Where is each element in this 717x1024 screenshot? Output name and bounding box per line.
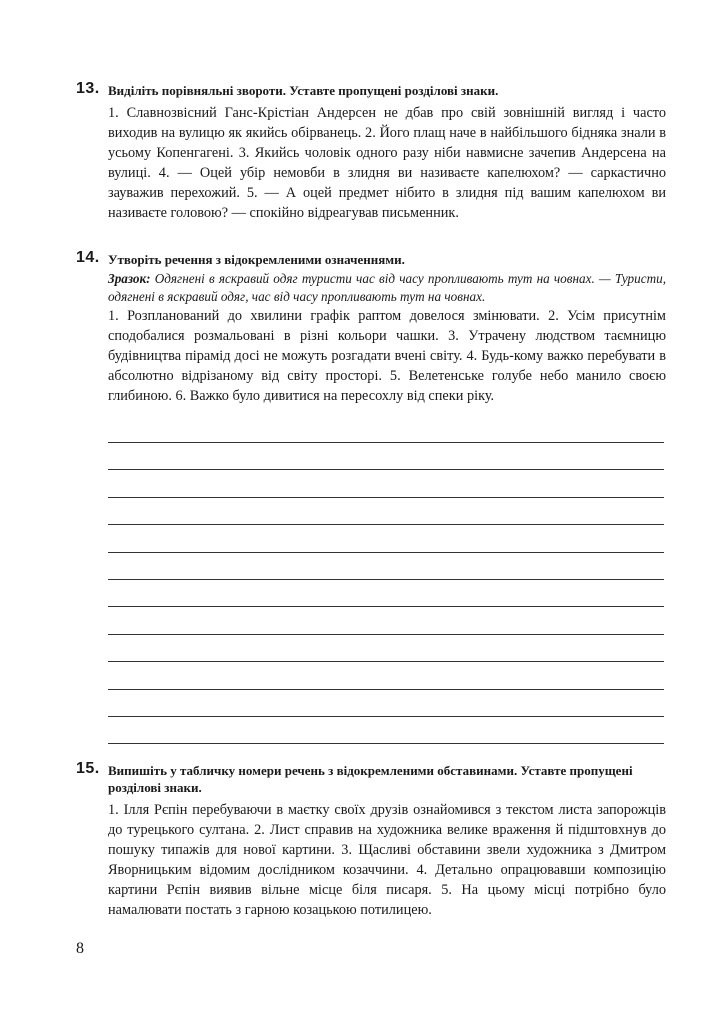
task-13 — [76, 82, 666, 223]
answer-line[interactable] — [108, 497, 664, 498]
task-15 — [76, 762, 666, 920]
example-text: Одягнені в яскравий одяг туристи час від часу пропливають тут на човнах. — Туристи, одягнені в яскравий одяг, час від часу пропливають тут на човнах. — [108, 271, 667, 304]
task-13-title: Виділіть порівняльні звороти. Уставте пропущені розділові знаки. — [108, 83, 499, 98]
task-15-number: 15. — [76, 760, 100, 777]
answer-line[interactable] — [108, 743, 664, 744]
task-14 — [76, 251, 666, 406]
answer-line[interactable] — [108, 634, 664, 635]
answer-lines — [108, 442, 664, 771]
answer-line[interactable] — [108, 552, 664, 553]
answer-line[interactable] — [108, 442, 664, 443]
task-14-text: 1. Розпланований до хвилини графік раптом довелося змінювати. 2. Усім присутнім сподобалися розмальовані в різні кольори чашки. 3. Утрачену людством таємницю будівництва пірамід досі не можуть розгадати вчені світу. 4. Будь-кому важко перебувати в абсолютно відрізаному від світу просторі. 5. Велетенське голубе небо манило своєю глибиною. 6. Важко було дивитися на пересохлу від спеки ріку. — [108, 308, 666, 404]
task-14-number: 14. — [76, 249, 100, 266]
page-number: 8 — [76, 940, 84, 957]
task-14-header — [76, 251, 666, 268]
task-15-title: Випишіть у табличку номери речень з відокремленими обставинами. Уставте пропущені розділові знаки. — [108, 763, 633, 795]
task-13-header — [76, 82, 666, 99]
example-label: Зразок: — [108, 271, 151, 286]
answer-line[interactable] — [108, 689, 664, 690]
task-15-text: 1. Ілля Рєпін перебуваючи в маєтку своїх друзів ознайомився з текстом листа запорожців до турецького султана. 2. Лист справив на художника велике враження й підштовхнув до пошуку типажів для нової картини. 3. Щасливі обставини звели художника з Дмитром Яворницьким відомим дослідником козаччини. 4. Детально опрацювавши композицію картини Рєпін виявив вільне місце біля писаря. 5. На цьому місці потрібно було намалювати постать з гарною козацькою потилицею. — [108, 802, 666, 918]
task-14-title: Утворіть речення з відокремленими означеннями. — [108, 252, 405, 267]
answer-line[interactable] — [108, 606, 664, 607]
task-15-header — [76, 762, 666, 796]
task-13-text: 1. Славнозвісний Ганс-Крістіан Андерсен не дбав про свій зовнішній вигляд і часто виходив на вулицю як якийсь обірванець. 2. Його плащ наче в найбільшого бідняка знали в усьому Копенгагені. 3. Якийсь чоловік одного разу ніби навмисне зачепив Андерсена на вулиці. 4. — Оцей убір немовби в злидня ви називаєте капелюхом? — саркастично зауважив перехожий. 5. — А оцей предмет нібито в злидня під вашим капелюхом ви називаєте головою? — спокійно відреагував письменник. — [108, 105, 666, 221]
task-13-number: 13. — [76, 80, 100, 97]
answer-line[interactable] — [108, 469, 664, 470]
answer-line[interactable] — [108, 716, 664, 717]
answer-line[interactable] — [108, 579, 664, 580]
answer-line[interactable] — [108, 661, 664, 662]
answer-line[interactable] — [108, 524, 664, 525]
task-14-example — [108, 270, 666, 306]
